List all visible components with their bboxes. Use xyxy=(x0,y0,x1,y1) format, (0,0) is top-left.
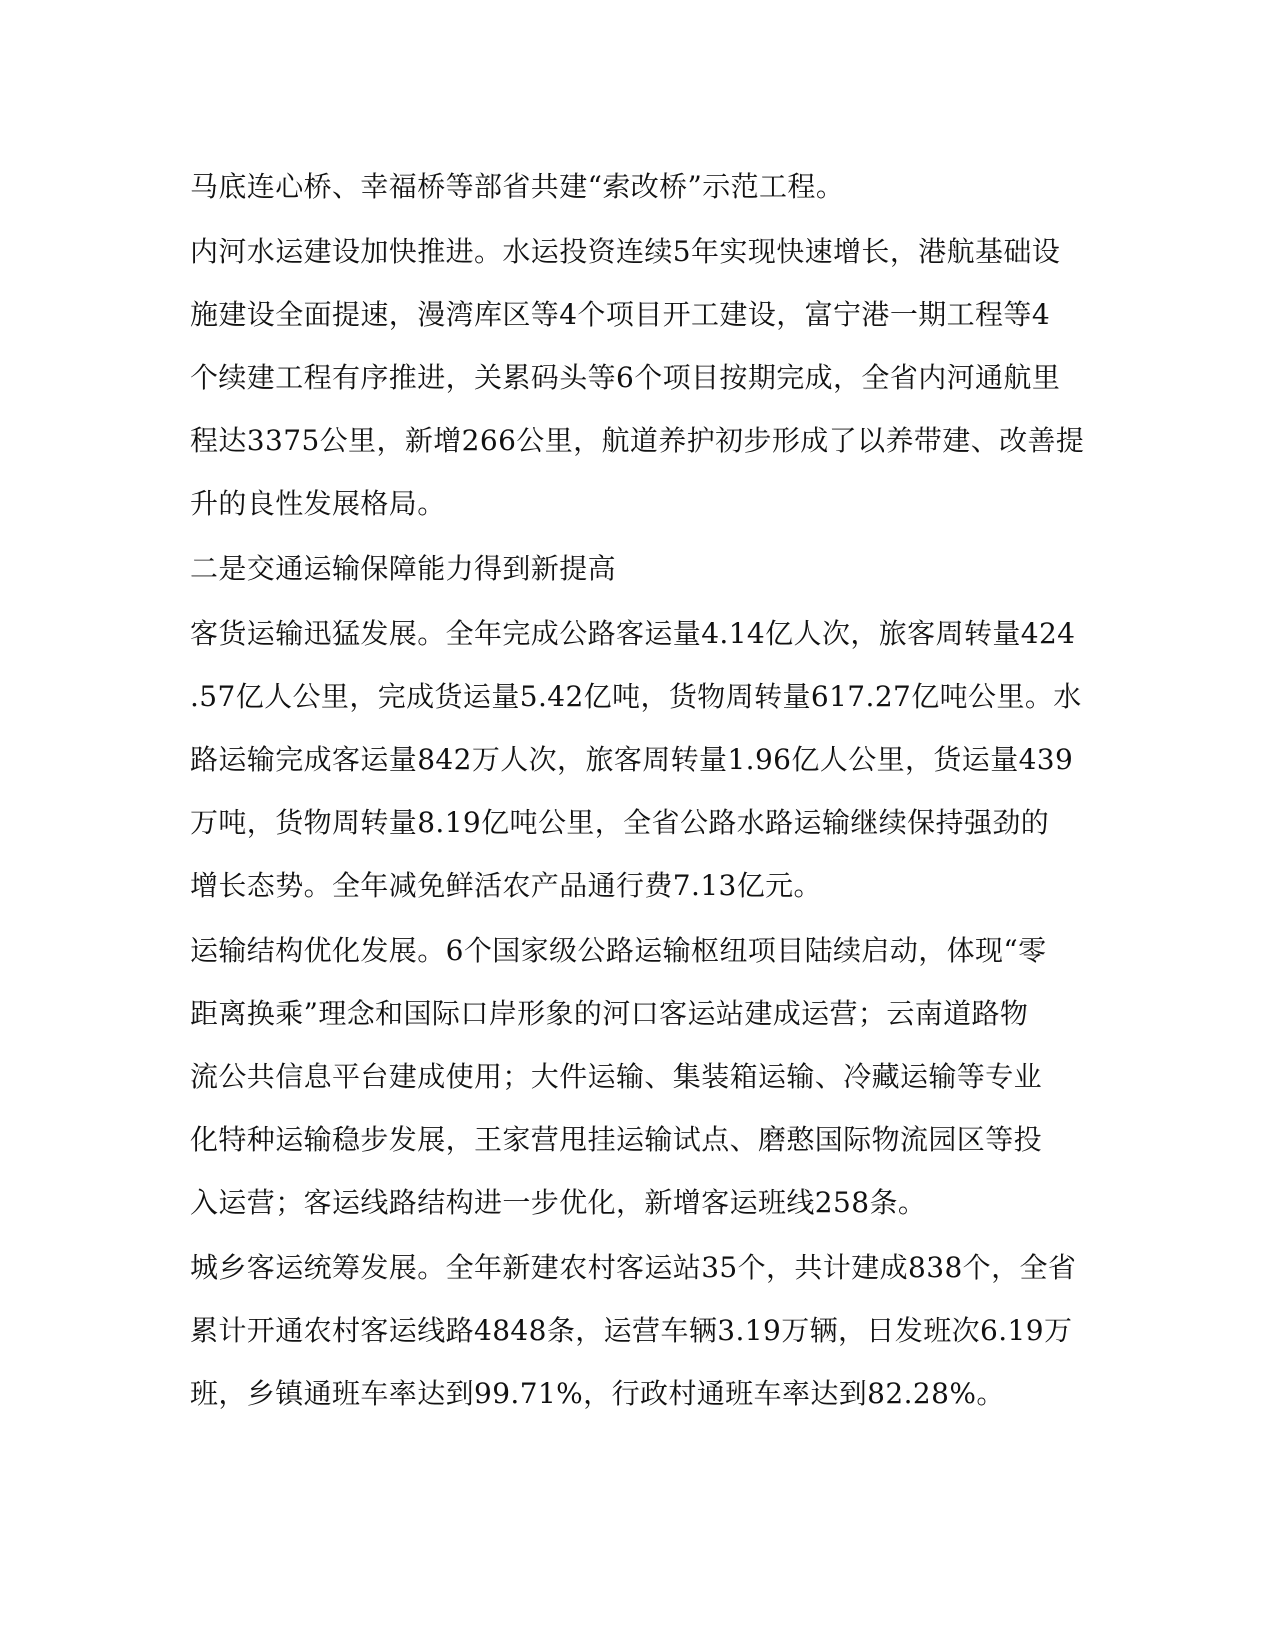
text-line: 累计开通农村客运线路4848条，运营车辆3.19万辆，日发班次6.19万 xyxy=(190,1314,1073,1347)
text-line: 入运营；客运线路结构进一步优化，新增客运班线258条。 xyxy=(190,1186,927,1219)
text-line: 距离换乘”理念和国际口岸形象的河口客运站建成运营；云南道路物 xyxy=(190,997,1029,1030)
paragraph-transport-structure xyxy=(190,919,1070,1234)
text-line: 流公共信息平台建成使用；大件运输、集装箱运输、冷藏运输等专业 xyxy=(190,1060,1043,1093)
text-line: 万吨，货物周转量8.19亿吨公里，全省公路水路运输继续保持强劲的 xyxy=(190,806,1050,839)
paragraph-inland-waterway xyxy=(190,220,1085,535)
paragraph-urban-rural xyxy=(190,1236,1077,1425)
text-line: 个续建工程有序推进，关累码头等6个项目按期完成，全省内河通航里 xyxy=(190,361,1061,394)
text-line: 运输结构优化发展。6个国家级公路运输枢纽项目陆续启动，体现“零 xyxy=(190,934,1047,967)
text-line: 增长态势。全年减免鲜活农产品通行费7.13亿元。 xyxy=(190,869,822,902)
text-line: 路运输完成客运量842万人次，旅客周转量1.96亿人公里，货运量439 xyxy=(190,743,1074,776)
paragraph-passenger-freight xyxy=(190,602,1082,917)
text-line: 化特种运输稳步发展，王家营甩挂运输试点、磨憨国际物流园区等投 xyxy=(190,1123,1043,1156)
document-body xyxy=(190,155,1085,1425)
text-line: 客货运输迅猛发展。全年完成公路客运量4.14亿人次，旅客周转量424 xyxy=(190,617,1076,650)
paragraph-bridge-project xyxy=(190,155,1070,218)
section-heading xyxy=(190,537,1070,600)
text-line: 施建设全面提速，漫湾库区等4个项目开工建设，富宁港一期工程等4 xyxy=(190,298,1051,331)
heading-line: 二是交通运输保障能力得到新提高 xyxy=(190,552,617,585)
text-line: 程达3375公里，新增266公里，航道养护初步形成了以养带建、改善提 xyxy=(190,424,1085,457)
text-line: 马底连心桥、幸福桥等部省共建“索改桥”示范工程。 xyxy=(190,170,845,203)
text-line: .57亿人公里，完成货运量5.42亿吨，货物周转量617.27亿吨公里。水 xyxy=(190,680,1082,713)
text-line: 内河水运建设加快推进。水运投资连续5年实现快速增长，港航基础设 xyxy=(190,235,1061,268)
text-line: 城乡客运统筹发展。全年新建农村客运站35个，共计建成838个，全省 xyxy=(190,1251,1077,1284)
text-line: 升的良性发展格局。 xyxy=(190,487,446,520)
text-line: 班，乡镇通班车率达到99.71%，行政村通班车率达到82.28%。 xyxy=(190,1377,1005,1410)
